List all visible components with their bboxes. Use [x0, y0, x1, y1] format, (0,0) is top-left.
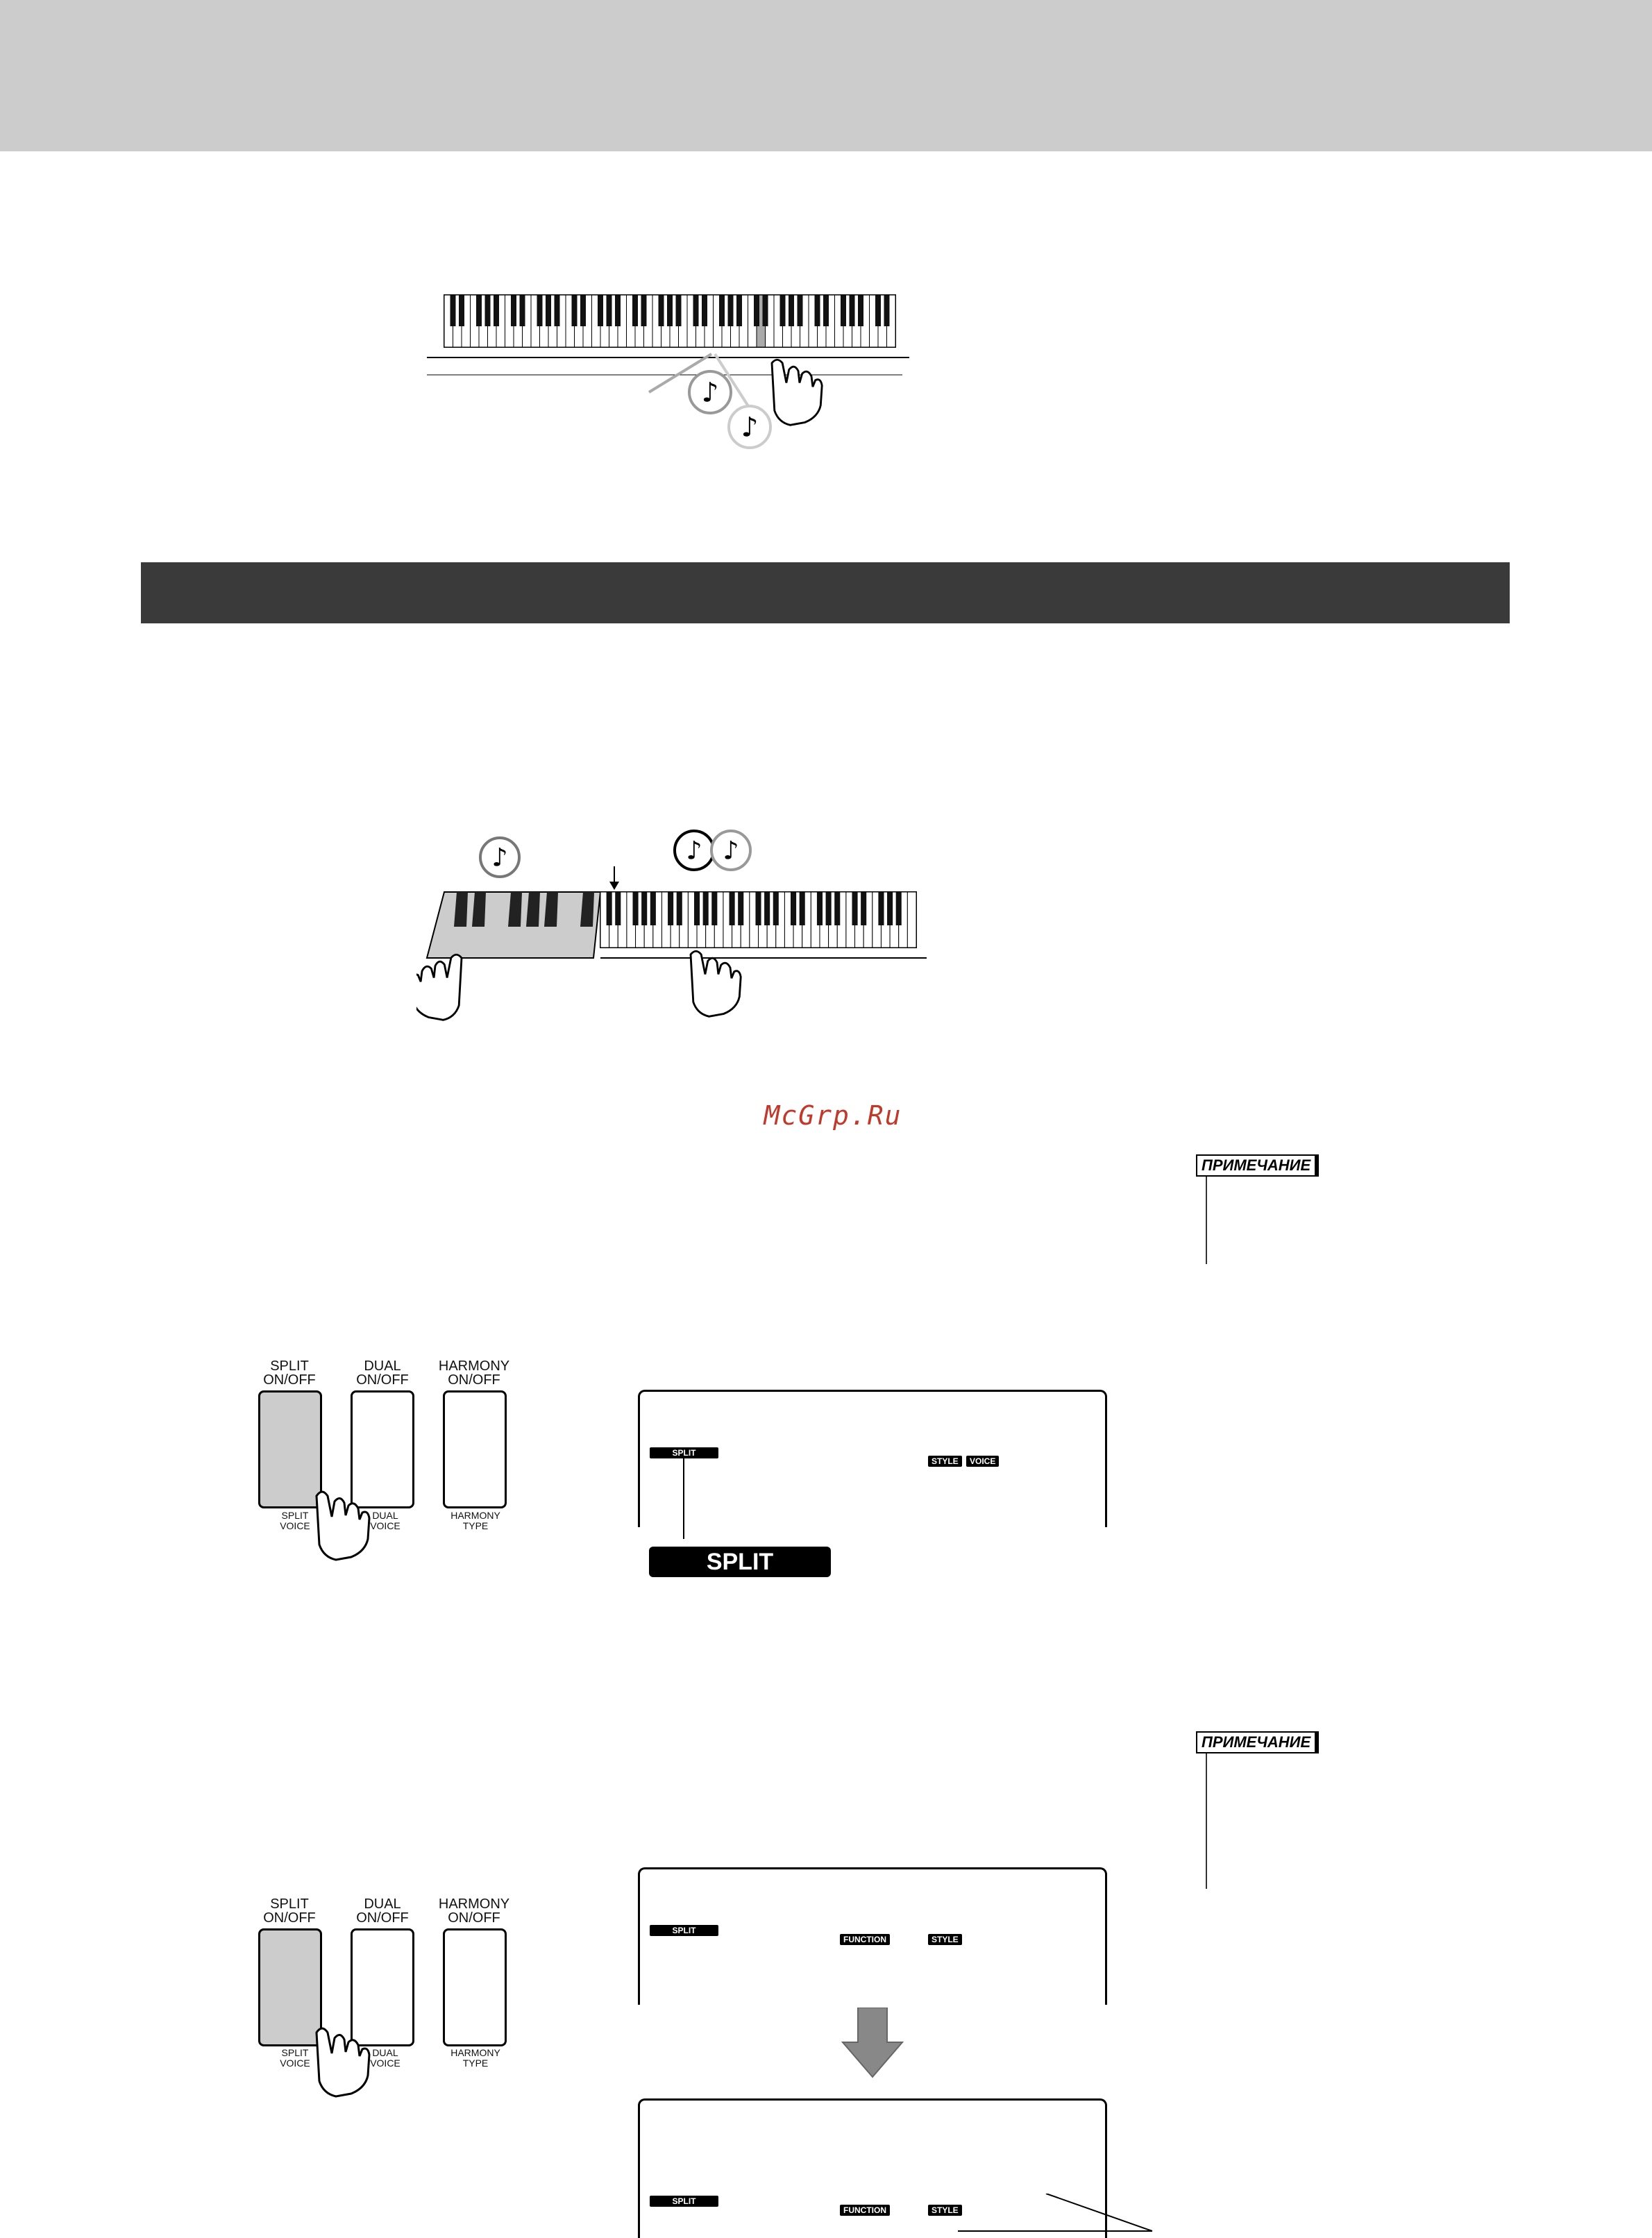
black-key: [711, 892, 717, 925]
black-key: [730, 892, 735, 925]
black-key: [632, 295, 638, 326]
black-key: [615, 892, 621, 925]
section-heading-bar: [141, 562, 1510, 623]
black-key: [800, 892, 805, 925]
black-key: [719, 295, 725, 326]
black-key: [450, 295, 456, 326]
black-key: [798, 295, 803, 326]
lcd-style-indicator-2: STYLE: [928, 1934, 962, 1945]
black-key: [791, 892, 796, 925]
harmony-onoff-label-2: HARMONY ON/OFF: [438, 1896, 510, 1926]
music-note-icon: ♪: [723, 835, 739, 866]
black-key: [764, 892, 770, 925]
black-key: [789, 295, 794, 326]
harmony-onoff-button[interactable]: [443, 1390, 507, 1508]
black-key: [763, 295, 768, 326]
dual-voice-sublabel: DUAL VOICE: [370, 1510, 401, 1531]
harmony-onoff-label: HARMONY ON/OFF: [438, 1358, 510, 1388]
black-key: [887, 892, 893, 925]
music-note-icon: ♪: [701, 377, 719, 409]
black-key: [555, 295, 560, 326]
white-key: [907, 892, 916, 948]
black-key: [676, 295, 682, 326]
lcd-display-1: [638, 1390, 1107, 1527]
black-key: [693, 295, 699, 326]
black-key: [826, 892, 832, 925]
black-key: [773, 892, 779, 925]
black-key: [841, 295, 846, 326]
lcd-style-indicator-3: STYLE: [928, 2205, 962, 2216]
page-header-band: [0, 0, 1652, 151]
black-key: [537, 295, 543, 326]
black-key: [459, 295, 464, 326]
black-key: [852, 892, 857, 925]
black-key: [738, 892, 743, 925]
black-key: [736, 295, 742, 326]
black-key: [659, 295, 664, 326]
black-key: [668, 892, 673, 925]
lcd-split-indicator-2: SPLIT: [650, 1925, 718, 1936]
black-key: [572, 295, 578, 326]
black-key: [633, 892, 639, 925]
note-line-1: [1206, 1177, 1207, 1264]
black-key: [728, 295, 734, 326]
split-callout-label: SPLIT: [649, 1547, 831, 1577]
black-key: [476, 295, 482, 326]
note-label-2: ПРИМЕЧАНИЕ: [1196, 1731, 1319, 1753]
black-key: [875, 295, 881, 326]
black-key: [580, 295, 586, 326]
lcd-voice-indicator-1: VOICE: [966, 1456, 999, 1467]
black-key: [861, 892, 866, 925]
lcd-split-indicator-1: SPLIT: [650, 1447, 718, 1458]
keyboard-illustration-top: [423, 288, 923, 455]
black-key: [546, 295, 551, 326]
dual-onoff-label-2: DUAL ON/OFF: [356, 1896, 409, 1926]
lcd-function-indicator-2: FUNCTION: [840, 1934, 890, 1945]
split-voice-sublabel-2: SPLIT VOICE: [280, 2047, 310, 2069]
harmony-type-sublabel: HARMONY TYPE: [450, 1510, 500, 1531]
black-key: [755, 892, 761, 925]
lcd-callout-lines-3: [958, 2194, 1159, 2236]
black-key: [703, 892, 709, 925]
black-key: [598, 295, 603, 326]
black-key: [834, 892, 840, 925]
finger-hand-icon: [416, 954, 462, 1020]
lcd-function-indicator-3: FUNCTION: [840, 2205, 890, 2216]
watermark: McGrp.Ru: [764, 1100, 902, 1131]
black-key: [677, 892, 682, 925]
black-key: [641, 892, 647, 925]
black-key: [485, 295, 491, 326]
split-onoff-label: SPLIT ON/OFF: [263, 1358, 316, 1388]
black-key: [607, 295, 612, 326]
dual-onoff-label: DUAL ON/OFF: [356, 1358, 409, 1388]
black-key: [850, 295, 855, 326]
keyboard-illustration-split: [416, 819, 930, 1027]
black-key: [780, 295, 786, 326]
black-key: [607, 892, 612, 925]
black-key: [494, 295, 499, 326]
black-key: [694, 892, 700, 925]
note-line-2: [1206, 1753, 1207, 1889]
split-voice-sublabel: SPLIT VOICE: [280, 1510, 310, 1531]
black-key: [702, 295, 707, 326]
note-label-1: ПРИМЕЧАНИЕ: [1196, 1154, 1319, 1177]
black-key: [823, 295, 829, 326]
black-key: [650, 892, 656, 925]
finger-hand-icon: [772, 360, 822, 425]
music-note-icon: ♪: [491, 842, 508, 873]
arrow-down-icon: [841, 2008, 904, 2078]
black-key: [815, 295, 820, 326]
dual-voice-sublabel-2: DUAL VOICE: [370, 2047, 401, 2069]
split-point-arrow-head: [609, 882, 619, 890]
music-note-icon: ♪: [741, 412, 759, 444]
black-key: [511, 295, 516, 326]
black-key: [896, 892, 902, 925]
black-key: [884, 295, 890, 326]
pressing-hand-icon-2: [303, 2019, 379, 2102]
music-note-icon: ♪: [686, 835, 702, 866]
lcd-callout-line-1: [683, 1458, 684, 1539]
pressing-hand-icon-1: [303, 1482, 379, 1565]
harmony-type-sublabel-2: HARMONY TYPE: [450, 2047, 500, 2069]
black-key: [520, 295, 525, 326]
black-key: [878, 892, 884, 925]
black-key: [641, 295, 647, 326]
harmony-onoff-button-2[interactable]: [443, 1928, 507, 2046]
split-onoff-label-2: SPLIT ON/OFF: [263, 1896, 316, 1926]
lcd-style-indicator-1: STYLE: [928, 1456, 962, 1467]
black-key: [615, 295, 621, 326]
black-key: [667, 295, 673, 326]
black-key: [858, 295, 863, 326]
black-key: [754, 295, 759, 326]
black-key: [817, 892, 823, 925]
lcd-split-indicator-3: SPLIT: [650, 2196, 718, 2207]
finger-hand-icon: [691, 951, 741, 1016]
